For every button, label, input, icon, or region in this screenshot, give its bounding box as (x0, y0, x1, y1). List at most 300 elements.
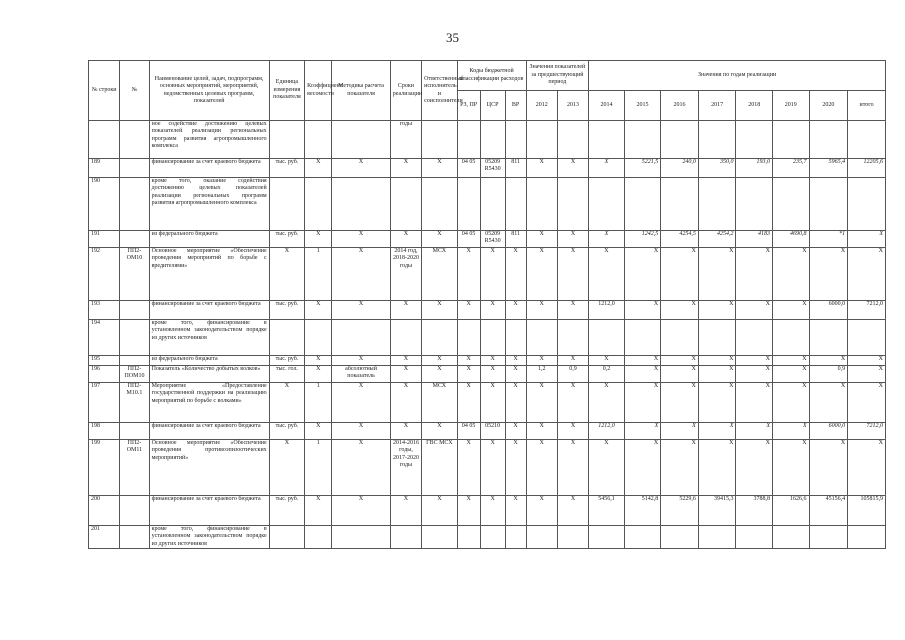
cell-2020 (809, 178, 848, 231)
cell-method: X (332, 248, 390, 301)
cell-2020: X (809, 248, 848, 301)
cell-coef: X (305, 159, 332, 178)
cell-executor: X (422, 356, 458, 366)
cell-2019: X (772, 356, 809, 366)
cell-2013: X (557, 496, 588, 526)
cell-total: X (848, 356, 886, 366)
cell-code (120, 301, 149, 320)
cell-2015: X (624, 248, 661, 301)
cell-total (848, 526, 886, 549)
cell-2014 (589, 526, 625, 549)
cell-2013: X (557, 159, 588, 178)
cell-2017 (698, 320, 736, 356)
cell-csr: X (480, 496, 505, 526)
cell-rz-pr (457, 320, 480, 356)
cell-2013 (557, 526, 588, 549)
cell-method: X (332, 440, 390, 496)
cell-method (332, 320, 390, 356)
header-2014: 2014 (589, 91, 625, 121)
cell-2012: X (526, 383, 557, 423)
table-row (89, 496, 886, 526)
cell-name: финансирование за счет краевого бюджета (149, 423, 269, 440)
cell-csr: X (480, 356, 505, 366)
cell-2020: 0,9 (809, 366, 848, 383)
cell-2012 (526, 526, 557, 549)
cell-2017 (698, 178, 736, 231)
cell-2020: 5965,4 (809, 159, 848, 178)
cell-2016: X (661, 301, 699, 320)
cell-method: X (332, 496, 390, 526)
cell-executor: X (422, 159, 458, 178)
cell-csr (480, 178, 505, 231)
cell-deadline (390, 178, 421, 231)
cell-2012: X (526, 356, 557, 366)
cell-total: 105815,9 (848, 496, 886, 526)
cell-coef (305, 526, 332, 549)
cell-code (120, 159, 149, 178)
header-coef: Коэффициент весомости (305, 61, 332, 121)
cell-code (120, 356, 149, 366)
cell-2012: X (526, 248, 557, 301)
cell-rz-pr (457, 178, 480, 231)
cell-deadline: годы (390, 121, 421, 159)
cell-coef (305, 121, 332, 159)
cell-name: из федерального бюджета (149, 231, 269, 248)
cell-coef: X (305, 423, 332, 440)
cell-2016: X (661, 383, 699, 423)
header-unit: Единица измерения показателя (269, 61, 305, 121)
cell-2019 (772, 526, 809, 549)
cell-2016 (661, 178, 699, 231)
cell-coef: 1 (305, 383, 332, 423)
cell-rz-pr: 04 05 (457, 159, 480, 178)
cell-2018: X (736, 383, 773, 423)
cell-2018: 4183 (736, 231, 773, 248)
cell-executor: X (422, 496, 458, 526)
cell-unit: X (269, 440, 305, 496)
cell-2016 (661, 320, 699, 356)
cell-2016: 4254,5 (661, 231, 699, 248)
cell-2013: X (557, 231, 588, 248)
cell-code (120, 231, 149, 248)
cell-name: ное содействие достижению целевых показателей реализации региональных программ развития агропромышленного комплекса (149, 121, 269, 159)
cell-code: ПП2-ПОМ10 (120, 366, 149, 383)
cell-2015 (624, 526, 661, 549)
cell-deadline: X (390, 366, 421, 383)
cell-name: финансирование за счет краевого бюджета (149, 496, 269, 526)
header-2019: 2019 (772, 91, 809, 121)
cell-vr (505, 320, 526, 356)
cell-row-number: 196 (89, 366, 120, 383)
cell-row-number: 200 (89, 496, 120, 526)
cell-2016: 240,0 (661, 159, 699, 178)
cell-2019: 235,7 (772, 159, 809, 178)
cell-method (332, 121, 390, 159)
cell-csr: X (480, 440, 505, 496)
header-2017: 2017 (698, 91, 736, 121)
cell-2020 (809, 320, 848, 356)
header-base-values: Значения показателей за предшествующий период (526, 61, 589, 91)
cell-2018: X (736, 440, 773, 496)
cell-total: X (848, 440, 886, 496)
cell-2016: X (661, 440, 699, 496)
cell-csr: 05209 R5430 (480, 231, 505, 248)
cell-name: кроме того, оказание содействия достижению целевых показателей реализации региональных программ развития агропромышленного комплекса (149, 178, 269, 231)
cell-2014 (589, 320, 625, 356)
cell-method: X (332, 423, 390, 440)
cell-2015: X (624, 356, 661, 366)
cell-total: 7212,0 (848, 423, 886, 440)
cell-coef: X (305, 366, 332, 383)
cell-name: кроме того, финансирование в установленном законодательством порядке из других источников (149, 320, 269, 356)
cell-2012 (526, 121, 557, 159)
cell-2018: X (736, 248, 773, 301)
cell-name: кроме того, финансирование в установленном законодательством порядке из других источников (149, 526, 269, 549)
cell-unit (269, 526, 305, 549)
cell-csr: X (480, 248, 505, 301)
table-row (89, 178, 886, 231)
cell-2012: 1,2 (526, 366, 557, 383)
cell-total: 7212,0 (848, 301, 886, 320)
cell-total: 12205,6 (848, 159, 886, 178)
cell-method: абсолютный показатель (332, 366, 390, 383)
cell-2019 (772, 320, 809, 356)
cell-2014: 1212,0 (589, 301, 625, 320)
header-deadline: Сроки реализации (390, 61, 421, 121)
cell-row-number: 191 (89, 231, 120, 248)
cell-name: Показатель «Количество добытых волков» (149, 366, 269, 383)
cell-vr: X (505, 383, 526, 423)
cell-rz-pr: X (457, 356, 480, 366)
cell-rz-pr: X (457, 366, 480, 383)
cell-2020: 6000,0 (809, 423, 848, 440)
cell-code (120, 423, 149, 440)
cell-2019: X (772, 423, 809, 440)
cell-2017: 350,0 (698, 159, 736, 178)
cell-coef: 1 (305, 248, 332, 301)
cell-executor: X (422, 423, 458, 440)
cell-2014: X (589, 231, 625, 248)
cell-coef: X (305, 301, 332, 320)
page-number: 35 (446, 30, 459, 45)
header-number: № (120, 61, 149, 121)
cell-2019 (772, 178, 809, 231)
cell-name: финансирование за счет краевого бюджета (149, 159, 269, 178)
cell-2014: 5456,1 (589, 496, 625, 526)
cell-unit: тыс. руб. (269, 231, 305, 248)
cell-total: X (848, 248, 886, 301)
cell-deadline: X (390, 356, 421, 366)
cell-2013: X (557, 301, 588, 320)
cell-2018: 193,0 (736, 159, 773, 178)
cell-unit (269, 121, 305, 159)
cell-2014 (589, 178, 625, 231)
cell-2012 (526, 320, 557, 356)
cell-2017: 4254,2 (698, 231, 736, 248)
cell-unit (269, 320, 305, 356)
cell-rz-pr: X (457, 440, 480, 496)
cell-name: Основное мероприятие «Обеспечение проведения противоэпизоотических мероприятий» (149, 440, 269, 496)
cell-unit: X (269, 248, 305, 301)
cell-2015: 5221,5 (624, 159, 661, 178)
cell-2018: X (736, 423, 773, 440)
table-row (89, 248, 886, 301)
cell-row-number: 193 (89, 301, 120, 320)
cell-row-number: 192 (89, 248, 120, 301)
cell-row-number: 189 (89, 159, 120, 178)
table-row (89, 356, 886, 366)
cell-rz-pr (457, 121, 480, 159)
cell-deadline (390, 320, 421, 356)
cell-deadline: 2014 год, 2018-2020 годы (390, 248, 421, 301)
cell-code (120, 178, 149, 231)
cell-row-number: 197 (89, 383, 120, 423)
cell-2020: *1 (809, 231, 848, 248)
cell-rz-pr: 04 05 (457, 423, 480, 440)
cell-2013 (557, 121, 588, 159)
cell-executor: X (422, 231, 458, 248)
cell-2014: 1212,0 (589, 423, 625, 440)
cell-row-number: 194 (89, 320, 120, 356)
cell-deadline: X (390, 301, 421, 320)
cell-2012: X (526, 301, 557, 320)
cell-deadline: X (390, 159, 421, 178)
cell-unit: тыс. руб. (269, 159, 305, 178)
cell-2016 (661, 121, 699, 159)
cell-2013: X (557, 248, 588, 301)
cell-2020: X (809, 356, 848, 366)
cell-executor: X (422, 301, 458, 320)
cell-2017: X (698, 440, 736, 496)
cell-row-number: 195 (89, 356, 120, 366)
cell-2019: X (772, 440, 809, 496)
header-2016: 2016 (661, 91, 699, 121)
cell-2018: X (736, 356, 773, 366)
cell-2012: X (526, 440, 557, 496)
cell-2018 (736, 526, 773, 549)
cell-vr: 811 (505, 159, 526, 178)
cell-vr: X (505, 301, 526, 320)
cell-2012: X (526, 159, 557, 178)
table-row (89, 423, 886, 440)
table-row (89, 440, 886, 496)
cell-deadline: X (390, 383, 421, 423)
table-row (89, 301, 886, 320)
cell-2016: X (661, 366, 699, 383)
cell-2012: X (526, 231, 557, 248)
cell-coef: 1 (305, 440, 332, 496)
header-rz-pr: РЗ, ПР (457, 91, 480, 121)
cell-2020 (809, 121, 848, 159)
cell-2015: X (624, 301, 661, 320)
cell-2016 (661, 526, 699, 549)
cell-2017: X (698, 356, 736, 366)
cell-2015 (624, 320, 661, 356)
table-row (89, 121, 886, 159)
cell-2014: 0,2 (589, 366, 625, 383)
table-row (89, 526, 886, 549)
cell-2020: X (809, 440, 848, 496)
cell-2019: 4690,8 (772, 231, 809, 248)
table-row (89, 159, 886, 178)
table-row (89, 231, 886, 248)
header-name: Наименование целей, задач, подпрограмм, основных мероприятий, мероприятий, ведомственных целевых программ, показателей (149, 61, 269, 121)
cell-total: X (848, 231, 886, 248)
cell-row-number (89, 121, 120, 159)
cell-executor (422, 178, 458, 231)
header-2013: 2013 (557, 91, 588, 121)
header-2015: 2015 (624, 91, 661, 121)
cell-2013: 0,9 (557, 366, 588, 383)
cell-method (332, 178, 390, 231)
cell-total: X (848, 383, 886, 423)
cell-row-number: 198 (89, 423, 120, 440)
cell-2016: X (661, 356, 699, 366)
cell-coef (305, 178, 332, 231)
cell-2017 (698, 121, 736, 159)
header-total: итого (848, 91, 886, 121)
cell-2019: X (772, 301, 809, 320)
cell-vr (505, 526, 526, 549)
cell-2018 (736, 178, 773, 231)
cell-2015: X (624, 366, 661, 383)
cell-csr: 05210 (480, 423, 505, 440)
cell-method: X (332, 356, 390, 366)
cell-2014: X (589, 159, 625, 178)
cell-unit: тыс. руб. (269, 423, 305, 440)
cell-name: Мероприятие «Предоставление государственной поддержки на реализацию мероприятий по борьбе с волками» (149, 383, 269, 423)
cell-2020: 6000,0 (809, 301, 848, 320)
cell-unit: тыс. руб. (269, 496, 305, 526)
cell-coef: X (305, 356, 332, 366)
cell-2018: X (736, 366, 773, 383)
cell-unit: тыс. руб. (269, 356, 305, 366)
cell-executor (422, 121, 458, 159)
header-2012: 2012 (526, 91, 557, 121)
cell-executor (422, 320, 458, 356)
cell-csr (480, 526, 505, 549)
cell-code (120, 121, 149, 159)
cell-2017: X (698, 423, 736, 440)
cell-vr: X (505, 423, 526, 440)
cell-method: X (332, 231, 390, 248)
cell-2018 (736, 121, 773, 159)
cell-2013 (557, 178, 588, 231)
cell-2019: 1626,6 (772, 496, 809, 526)
cell-code: ПП2-ОМ10 (120, 248, 149, 301)
cell-2015: 5142,8 (624, 496, 661, 526)
cell-vr: X (505, 440, 526, 496)
cell-vr: X (505, 496, 526, 526)
cell-rz-pr: X (457, 383, 480, 423)
cell-2014: X (589, 248, 625, 301)
cell-2018 (736, 320, 773, 356)
cell-unit (269, 178, 305, 231)
cell-csr: X (480, 366, 505, 383)
cell-total (848, 121, 886, 159)
header-vr: ВР (505, 91, 526, 121)
cell-vr (505, 121, 526, 159)
cell-rz-pr (457, 526, 480, 549)
header-method: Методика расчета показателя (332, 61, 390, 121)
cell-2014: X (589, 440, 625, 496)
header-row-number: № строки (89, 61, 120, 121)
cell-deadline: 2014-2016 годы, 2017-2020 годы (390, 440, 421, 496)
cell-csr (480, 320, 505, 356)
cell-name: финансирование за счет краевого бюджета (149, 301, 269, 320)
cell-method (332, 526, 390, 549)
cell-row-number: 199 (89, 440, 120, 496)
cell-csr: X (480, 383, 505, 423)
cell-2019: X (772, 248, 809, 301)
cell-2012 (526, 178, 557, 231)
table-row (89, 383, 886, 423)
cell-executor: X (422, 366, 458, 383)
cell-code (120, 320, 149, 356)
cell-2017: 39415,3 (698, 496, 736, 526)
cell-2017: X (698, 383, 736, 423)
cell-vr: X (505, 366, 526, 383)
cell-coef (305, 320, 332, 356)
cell-vr (505, 178, 526, 231)
cell-rz-pr: X (457, 301, 480, 320)
cell-code: ПП2-М10.1 (120, 383, 149, 423)
cell-2013 (557, 320, 588, 356)
cell-2012: X (526, 423, 557, 440)
cell-2017: X (698, 366, 736, 383)
cell-rz-pr: X (457, 248, 480, 301)
cell-2016: 5229,6 (661, 496, 699, 526)
cell-method: X (332, 301, 390, 320)
cell-executor: МСХ (422, 383, 458, 423)
cell-rz-pr: X (457, 496, 480, 526)
cell-coef: X (305, 231, 332, 248)
cell-2012: X (526, 496, 557, 526)
cell-unit: тыс. гол. (269, 366, 305, 383)
cell-2020: X (809, 383, 848, 423)
cell-name: из федерального бюджета (149, 356, 269, 366)
cell-row-number: 190 (89, 178, 120, 231)
cell-name: Основное мероприятие «Обеспечение проведения мероприятий по борьбе с вредителями» (149, 248, 269, 301)
cell-deadline: X (390, 231, 421, 248)
cell-2017 (698, 526, 736, 549)
cell-2013: X (557, 423, 588, 440)
header-budget-codes: Коды бюджетной классификации расходов (457, 61, 526, 91)
cell-csr: X (480, 301, 505, 320)
cell-2017: X (698, 248, 736, 301)
cell-total: X (848, 366, 886, 383)
cell-csr: 05209 R5430 (480, 159, 505, 178)
header-csr: ЦСР (480, 91, 505, 121)
cell-2015 (624, 178, 661, 231)
cell-2017: X (698, 301, 736, 320)
cell-executor: МСХ (422, 248, 458, 301)
table-row (89, 320, 886, 356)
table-row (89, 366, 886, 383)
cell-2015: X (624, 383, 661, 423)
cell-deadline (390, 526, 421, 549)
cell-2016: X (661, 248, 699, 301)
cell-code (120, 526, 149, 549)
cell-2018: X (736, 301, 773, 320)
cell-csr (480, 121, 505, 159)
cell-total (848, 178, 886, 231)
header-by-years: Значения по годам реализации (589, 61, 886, 91)
cell-vr: 811 (505, 231, 526, 248)
cell-2020 (809, 526, 848, 549)
cell-2013: X (557, 440, 588, 496)
header-2018: 2018 (736, 91, 773, 121)
